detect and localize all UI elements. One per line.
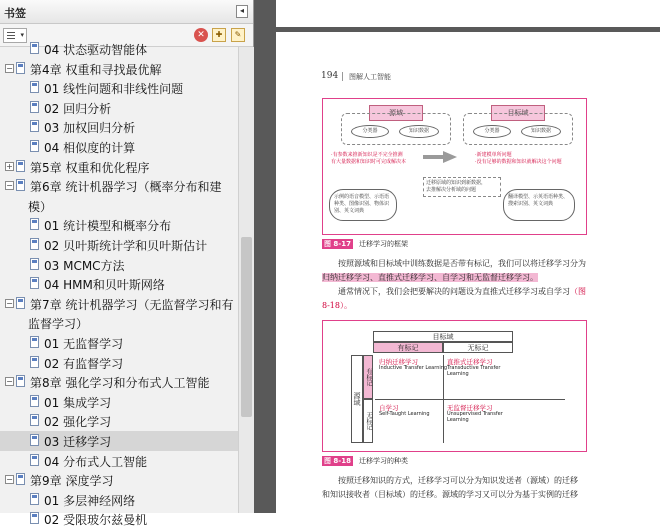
grid-h-divider: [375, 399, 565, 400]
bookmark-label: 01 集成学习: [44, 395, 112, 410]
bookmark-item[interactable]: [0, 333, 238, 353]
bookmark-icon: [30, 238, 39, 250]
figure-reference[interactable]: （图 8-18）。: [322, 287, 586, 310]
paragraph-1-text: 按照源域和目标域中训练数据是否带有标记，我们可以将迁移学习分为: [338, 259, 586, 268]
bookmark-label: 04 状态驱动智能体: [44, 43, 148, 57]
caption-text-2: 迁移学习的种类: [358, 457, 408, 465]
bookmark-icon: [30, 356, 39, 368]
bookmark-item[interactable]: [0, 392, 238, 412]
bookmark-label: 02 贝叶斯统计学和贝叶斯估计: [44, 239, 208, 253]
bookmark-label: 04 相似度的计算: [44, 141, 136, 155]
caption-text: 迁移学习的框架: [358, 240, 408, 248]
source-domain-header: 源域: [351, 355, 363, 443]
unsupervised-en: Unsupervised Transfer Learning: [447, 411, 503, 423]
bookmark-item[interactable]: [0, 255, 238, 275]
bookmark-item[interactable]: [0, 274, 238, 294]
bookmark-label: 01 线性问题和非线性问题: [44, 82, 184, 97]
bookmark-label: 02 受限玻尔兹曼机: [44, 513, 148, 528]
bookmark-label: 第6章 统计机器学习（概率分布和建: [30, 180, 222, 195]
bookmark-icon: [30, 395, 39, 407]
target-domain-box: 目标域: [491, 105, 545, 121]
inductive-cn: 归纳迁移学习: [379, 358, 418, 366]
bookmark-icon: [30, 454, 39, 466]
bookmark-chapter[interactable]: [0, 294, 238, 314]
bookmark-icon: [30, 42, 39, 54]
bookmark-chapter[interactable]: [0, 313, 238, 333]
panel-header: [0, 0, 253, 24]
panel-title: 书签: [4, 7, 26, 20]
header-divider: [342, 72, 343, 81]
expand-icon[interactable]: +: [6, 161, 13, 171]
unsupervised-cn: 无监督迁移学习: [447, 404, 493, 412]
transductive-en: Transductive Transfer Learning: [447, 365, 501, 377]
collapse-icon[interactable]: −: [6, 63, 13, 73]
bookmark-chapter[interactable]: [0, 372, 238, 392]
self-taught-en: Self-Taught Learning: [379, 411, 430, 417]
figure-transfer-framework: [322, 98, 587, 235]
bookmark-icon: [30, 493, 39, 505]
bookmark-chapter[interactable]: [0, 59, 238, 79]
transfer-arrow-shaft: [423, 155, 445, 159]
knowledge-ellipse-target: 知识数据: [521, 125, 561, 138]
bookmark-icon: [30, 101, 39, 113]
collapse-icon[interactable]: −: [6, 181, 13, 191]
bookmark-label: 01 统计模型和概率分布: [44, 219, 172, 234]
bookmark-label: 04 HMM和贝叶斯网络: [44, 278, 165, 293]
highlighted-text[interactable]: 归纳迁移学习、直推式迁移学习、自学习和无监督迁移学习。: [322, 273, 538, 282]
paragraph-1: [322, 257, 588, 285]
figure-transfer-types: [322, 320, 587, 452]
collapse-panel-button[interactable]: ◂: [236, 5, 248, 18]
bookmark-label: 01 多层神经网络: [44, 493, 136, 508]
bookmark-icon: [30, 140, 39, 152]
cell-inductive: [379, 359, 447, 371]
target-unlabeled-header: 无标记: [443, 342, 513, 353]
bookmark-item[interactable]: [0, 137, 238, 157]
collapse-icon[interactable]: −: [6, 377, 13, 387]
paragraph-2: [322, 285, 588, 313]
figure-caption-8-17: [322, 239, 408, 249]
source-domain-box: 源域: [369, 105, 423, 121]
running-header: 图解人工智能: [349, 73, 391, 81]
bookmark-label: 第5章 权重和优化程序: [30, 160, 150, 175]
bookmark-chapter[interactable]: [0, 470, 238, 490]
cell-unsupervised: [447, 405, 517, 423]
bookmark-item[interactable]: [0, 78, 238, 98]
bookmark-panel: [0, 0, 254, 528]
bookmark-item[interactable]: [0, 431, 238, 451]
middle-note-1: 迁移原域的知识到新数据，: [426, 180, 487, 186]
bookmark-icon: [30, 81, 39, 93]
delete-bookmark-icon[interactable]: ✕: [194, 28, 208, 42]
left-note-2: 有大量数据和知识时可完成解决本: [331, 159, 407, 165]
bookmark-icon: [30, 512, 39, 524]
bookmark-item[interactable]: [0, 235, 238, 255]
right-note-1: ·新建模单所问题: [475, 152, 512, 158]
bookmark-label: 模）: [28, 199, 53, 214]
transductive-cn: 直推式迁移学习: [447, 358, 493, 366]
bookmark-item[interactable]: [0, 353, 238, 373]
bookmark-icon: [16, 473, 25, 485]
paragraph-3-cont: 和知识接收者（目标域）的迁移。源域的学习又可以分为基于实例的迁移: [322, 490, 578, 499]
new-bookmark-icon[interactable]: ✚: [212, 28, 226, 42]
bookmark-icon: [16, 297, 25, 309]
bookmark-item[interactable]: [0, 490, 238, 510]
page-number: 194: [321, 71, 339, 81]
bookmark-icon: [30, 258, 39, 270]
list-options-icon[interactable]: ▾: [3, 28, 27, 43]
middle-note: [423, 177, 501, 197]
bookmark-chapter[interactable]: [0, 176, 238, 196]
previous-page-bottom: [276, 0, 660, 27]
bookmark-icon: [30, 414, 39, 426]
bookmark-label: 04 分布式人工智能: [44, 454, 148, 469]
bookmark-item[interactable]: [0, 509, 238, 529]
bookmark-item[interactable]: [0, 215, 238, 235]
cell-transductive: [447, 359, 517, 377]
bookmark-label: 03 迁移学习: [44, 435, 112, 449]
bookmark-label: 03 加权回归分析: [44, 121, 136, 136]
bookmark-label: 第7章 统计机器学习（无监督学习和有: [30, 297, 234, 312]
collapse-icon[interactable]: −: [6, 475, 13, 485]
bookmark-scrollbar[interactable]: [238, 47, 254, 513]
bookmark-icon: [16, 179, 25, 191]
bookmark-chapter[interactable]: [0, 157, 238, 177]
bookmark-label: 第8章 强化学习和分布式人工智能: [30, 376, 210, 391]
figure-caption-8-18: [322, 456, 408, 466]
left-note-1: ·有参数来推新知识是不完全推测: [331, 152, 403, 158]
bookmark-tree: [0, 43, 238, 528]
bookmark-item[interactable]: [0, 451, 238, 471]
bookmark-label: 02 强化学习: [44, 415, 112, 430]
classifier-ellipse-target: 分类器: [473, 125, 511, 138]
collapse-icon[interactable]: −: [6, 298, 13, 308]
bookmark-icon: [16, 62, 25, 74]
paragraph-3: 按照迁移知识的方式，迁移学习可以分为知识发送者（源域）的迁移: [338, 476, 578, 485]
target-labeled-header: 有标记: [373, 342, 443, 353]
pdf-page: [276, 32, 660, 513]
bookmark-item[interactable]: [0, 411, 238, 431]
bookmark-icon: [30, 336, 39, 348]
bookmark-icon: [30, 218, 39, 230]
classifier-ellipse: 分类器: [351, 125, 389, 138]
bookmark-label: 第9章 深度学习: [30, 474, 114, 489]
bookmark-icon: [30, 120, 39, 132]
bookmark-label: 03 MCMC方法: [44, 258, 125, 273]
cell-self-taught: [379, 405, 430, 417]
source-cloud: 示例的语音模型、示语语种类、图像识别、物体识别、英文词典: [329, 189, 397, 221]
bookmark-item[interactable]: [0, 117, 238, 137]
document-view[interactable]: [254, 0, 660, 513]
bookmark-label: 02 有监督学习: [44, 356, 124, 371]
bookmark-properties-icon[interactable]: ✎: [231, 28, 245, 42]
bookmark-label: 监督学习）: [28, 317, 89, 332]
target-cloud: 翻译模型、示英语语种类、搜索识别、英文词典: [503, 189, 575, 221]
bookmark-item[interactable]: [0, 98, 238, 118]
bookmark-icon: [16, 375, 25, 387]
bookmark-icon: [16, 160, 25, 172]
paragraph-2-text: 通常情况下，我们会把要解决的问题设为直推式迁移学习或自学习: [338, 287, 570, 296]
scroll-thumb[interactable]: [241, 237, 252, 417]
knowledge-ellipse: 知识数据: [399, 125, 439, 138]
caption-tag: 图 8-17: [324, 240, 351, 248]
inductive-en: Inductive Transfer Learning: [379, 365, 448, 371]
right-note-2: ·没有足够的数据和知识就解决这个问题: [475, 159, 562, 165]
transfer-arrow-icon: [443, 151, 457, 163]
bookmark-icon: [30, 434, 39, 446]
source-unlabeled-header: 无标记: [363, 399, 373, 443]
self-taught-cn: 自学习: [379, 404, 399, 412]
bookmark-label: 01 无监督学习: [44, 337, 124, 351]
source-labeled-header: 有标记: [363, 355, 373, 399]
bookmark-label: 02 回归分析: [44, 101, 112, 116]
target-domain-header: 目标域: [373, 331, 513, 342]
bookmark-label: 第4章 权重和寻找最优解: [30, 62, 162, 77]
bookmark-icon: [30, 277, 39, 289]
bookmark-item[interactable]: [0, 39, 238, 59]
caption-tag-2: 图 8-18: [324, 457, 351, 465]
bookmark-chapter[interactable]: [0, 196, 238, 216]
middle-note-2: 去推解决分析域的问题: [426, 187, 477, 193]
